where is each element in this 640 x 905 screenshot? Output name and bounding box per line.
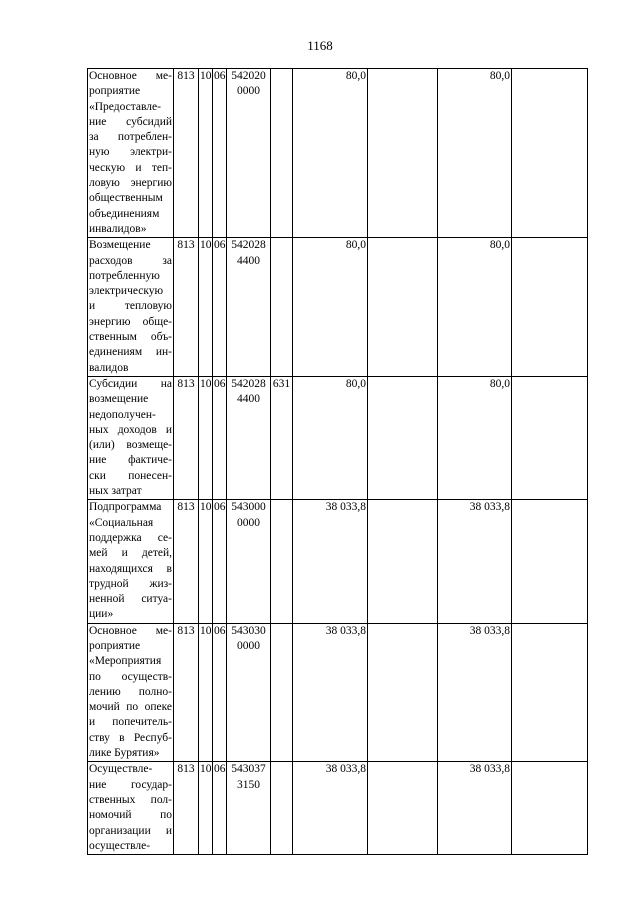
amount-federal-cell — [368, 69, 438, 238]
row-name-line: ние фактиче- — [89, 454, 172, 467]
row-name-line: организации и — [89, 824, 172, 837]
row-name-line: Субсидии на — [89, 377, 172, 390]
section-code-cell: 10 — [199, 500, 213, 623]
target-article-part: 4400 — [237, 393, 260, 406]
row-name-line: осуществле- — [89, 839, 151, 852]
row-name-cell — [88, 376, 174, 499]
row-name-cell — [88, 69, 174, 238]
row-name-line: ству в Респуб- — [89, 731, 172, 744]
amount-republic-cell: 38 033,8 — [438, 500, 512, 623]
target-article-cell — [227, 762, 271, 855]
table-row — [88, 500, 588, 623]
expense-type-cell — [271, 500, 293, 623]
amount-other-cell — [512, 238, 588, 377]
row-name-line: ски понесен- — [89, 469, 172, 482]
target-article-part: 4400 — [237, 254, 260, 267]
target-article-part: 542028 — [231, 239, 266, 252]
ministry-code-cell: 813 — [174, 623, 199, 762]
subsection-code-cell: 06 — [213, 69, 227, 238]
row-name-line: и попечитель- — [89, 716, 172, 729]
amount-total-cell: 80,0 — [293, 69, 368, 238]
row-name-line: «Мероприятия — [89, 655, 162, 668]
target-article-cell — [227, 238, 271, 377]
row-name-line: Основное ме- — [89, 624, 172, 637]
expense-type-cell — [271, 623, 293, 762]
row-name-line: общественным — [89, 192, 163, 205]
target-article-part: 543000 — [231, 501, 266, 514]
target-article-cell — [227, 623, 271, 762]
row-name-line: возмещение — [89, 393, 149, 406]
row-name-line: единениям ин- — [89, 346, 172, 359]
subsection-code-cell: 06 — [213, 500, 227, 623]
row-name-line: «Социальная — [89, 516, 154, 529]
amount-federal-cell — [368, 762, 438, 855]
target-article-cell — [227, 69, 271, 238]
row-name-line: роприятие — [89, 639, 141, 652]
ministry-code-cell: 813 — [174, 69, 199, 238]
amount-federal-cell — [368, 623, 438, 762]
ministry-code-cell: 813 — [174, 238, 199, 377]
amount-federal-cell — [368, 500, 438, 623]
row-name-line: расходов за — [89, 254, 172, 267]
target-article-part: 542020 — [231, 70, 266, 82]
row-name-line: мочий по опеке — [89, 701, 172, 714]
expense-type-cell — [271, 238, 293, 377]
row-name-line: ние субсидий — [89, 115, 172, 128]
budget-table — [87, 68, 588, 855]
target-article-part: 0000 — [237, 516, 260, 529]
row-name-cell — [88, 238, 174, 377]
row-name-line: номочий по — [89, 809, 172, 822]
row-name-line: мей и детей, — [89, 547, 172, 560]
row-name-line: Подпрограмма — [89, 501, 162, 514]
table-row — [88, 238, 588, 377]
section-code-cell: 10 — [199, 238, 213, 377]
target-article-cell — [227, 376, 271, 499]
row-name-line: ловую энергию — [89, 177, 172, 190]
section-code-cell: 10 — [199, 376, 213, 499]
subsection-code-cell: 06 — [213, 762, 227, 855]
table-row — [88, 376, 588, 499]
table-row — [88, 762, 588, 855]
row-name-line: ную электри- — [89, 146, 172, 159]
subsection-code-cell: 06 — [213, 238, 227, 377]
row-name-cell — [88, 623, 174, 762]
row-name-line: ненной ситуа- — [89, 593, 172, 606]
row-name-line: находящихся в — [89, 562, 172, 575]
section-code-cell: 10 — [199, 69, 213, 238]
section-code-cell: 10 — [199, 623, 213, 762]
amount-total-cell: 38 033,8 — [293, 500, 368, 623]
row-name-line: энергию обще- — [89, 315, 172, 328]
row-name-line: за потреблен- — [89, 131, 172, 144]
target-article-part: 543037 — [231, 763, 266, 776]
table-row — [88, 69, 588, 238]
subsection-code-cell: 06 — [213, 623, 227, 762]
row-name-line: ных затрат — [89, 485, 142, 498]
row-name-line: трудной жиз- — [89, 577, 172, 590]
row-name-line: потребленную — [89, 269, 160, 282]
row-name-cell — [88, 762, 174, 855]
row-name-line: ственных пол- — [89, 793, 172, 806]
row-name-line: ции» — [89, 608, 114, 621]
amount-other-cell — [512, 376, 588, 499]
amount-total-cell: 80,0 — [293, 376, 368, 499]
page-number: 1168 — [307, 38, 333, 53]
target-article-cell — [227, 500, 271, 623]
expense-type-cell — [271, 762, 293, 855]
row-name-line: по осуществ- — [89, 670, 172, 683]
amount-federal-cell — [368, 376, 438, 499]
target-article-part: 3150 — [237, 778, 260, 791]
row-name-line: валидов — [89, 361, 129, 374]
row-name-line: ческую и теп- — [89, 161, 172, 174]
amount-total-cell: 38 033,8 — [293, 623, 368, 762]
target-article-part: 0000 — [237, 85, 260, 98]
amount-other-cell — [512, 69, 588, 238]
row-name-line: и тепловую — [89, 300, 172, 313]
table-row — [88, 623, 588, 762]
target-article-part: 0000 — [237, 639, 260, 652]
subsection-code-cell: 06 — [213, 376, 227, 499]
amount-republic-cell: 80,0 — [438, 376, 512, 499]
amount-other-cell — [512, 623, 588, 762]
amount-republic-cell: 80,0 — [438, 69, 512, 238]
row-name-line: Возмещение — [89, 239, 151, 252]
row-name-line: поддержка се- — [89, 531, 172, 544]
amount-republic-cell: 38 033,8 — [438, 762, 512, 855]
row-name-line: лике Бурятия» — [89, 747, 160, 760]
amount-federal-cell — [368, 238, 438, 377]
ministry-code-cell: 813 — [174, 376, 199, 499]
row-name-line: лению полно- — [89, 685, 172, 698]
ministry-code-cell: 813 — [174, 762, 199, 855]
target-article-part: 543030 — [231, 624, 266, 637]
row-name-line: инвалидов» — [89, 222, 147, 235]
row-name-line: недополучен- — [89, 408, 156, 421]
ministry-code-cell: 813 — [174, 500, 199, 623]
amount-other-cell — [512, 500, 588, 623]
row-name-line: Основное ме- — [89, 70, 172, 82]
row-name-line: (или) возмеще- — [89, 439, 172, 452]
row-name-line: Осуществле- — [89, 763, 153, 776]
amount-total-cell: 38 033,8 — [293, 762, 368, 855]
row-name-cell — [88, 500, 174, 623]
row-name-line: объединениям — [89, 207, 160, 220]
amount-republic-cell: 80,0 — [438, 238, 512, 377]
expense-type-cell: 631 — [271, 376, 293, 499]
row-name-line: ных доходов и — [89, 423, 172, 436]
amount-total-cell: 80,0 — [293, 238, 368, 377]
amount-other-cell — [512, 762, 588, 855]
row-name-line: ние государ- — [89, 778, 172, 791]
amount-republic-cell: 38 033,8 — [438, 623, 512, 762]
row-name-line: ственным объ- — [89, 331, 172, 344]
target-article-part: 542028 — [231, 377, 266, 390]
expense-type-cell — [271, 69, 293, 238]
section-code-cell: 10 — [199, 762, 213, 855]
row-name-line: электрическую — [89, 285, 164, 298]
row-name-line: «Предоставле- — [89, 100, 161, 113]
row-name-line: роприятие — [89, 85, 141, 98]
